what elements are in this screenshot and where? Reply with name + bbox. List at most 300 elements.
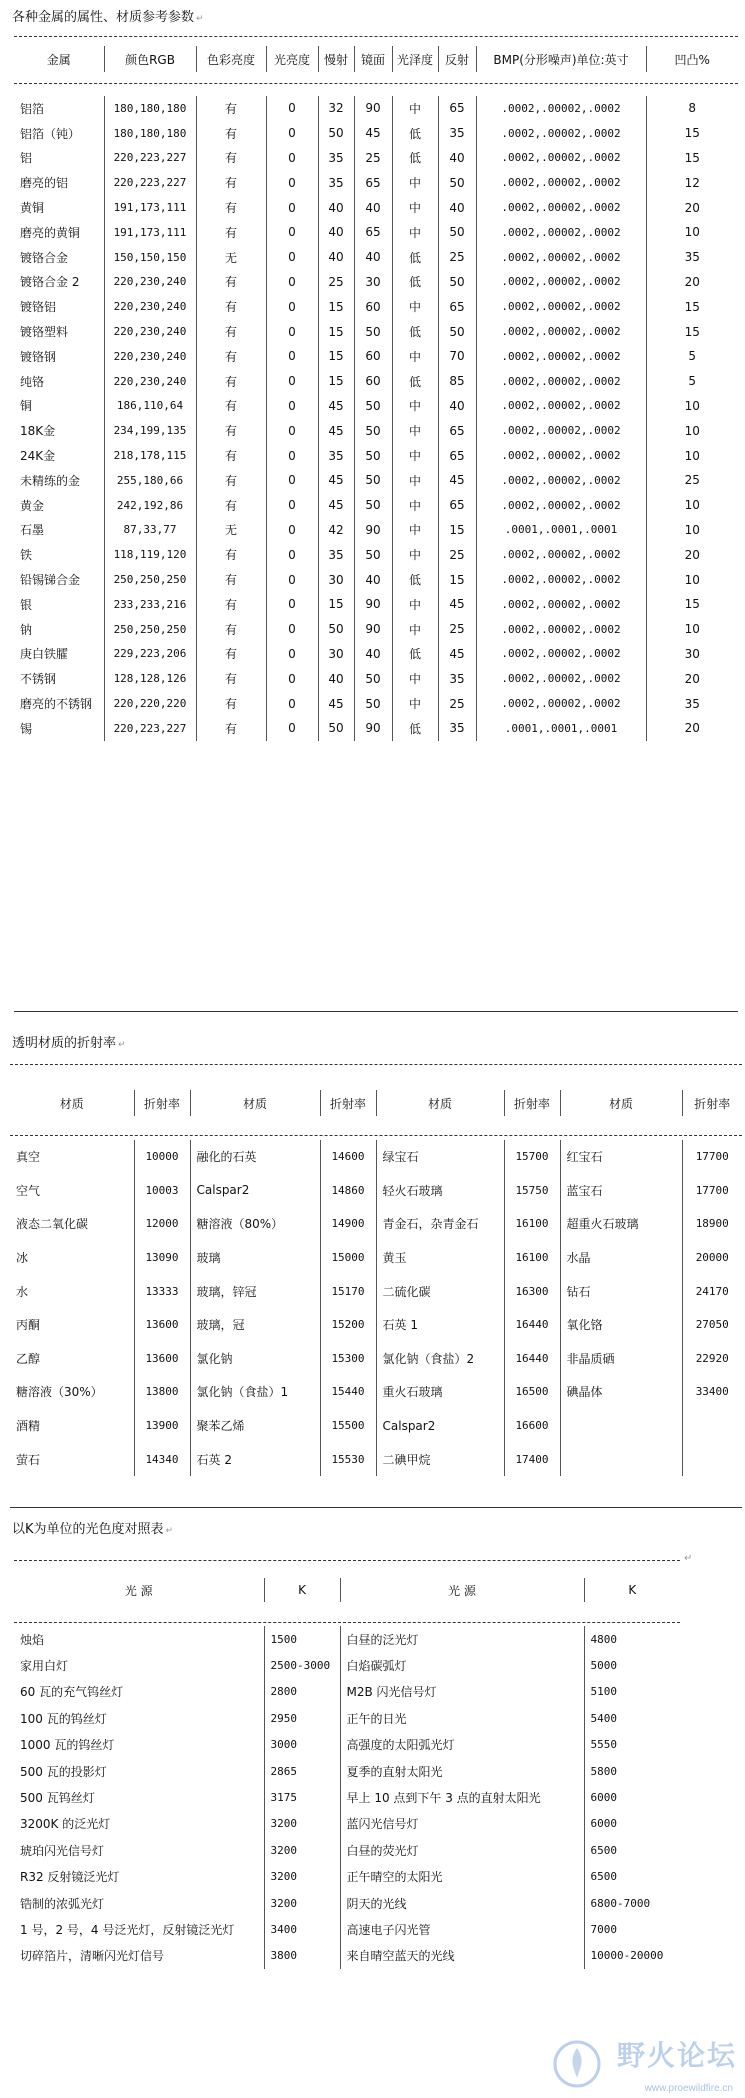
metal-name: 镀铬合金 2 (20, 275, 80, 290)
luminance: 0 (266, 294, 318, 319)
table-row (10, 1207, 742, 1241)
color-brightness: 有 (196, 121, 266, 146)
material-name: 糖溶液（30%） (16, 1385, 103, 1400)
rgb-value: 242,192,86 (104, 493, 196, 518)
table-row (14, 121, 738, 146)
table-row (14, 1864, 680, 1890)
color-brightness: 有 (196, 691, 266, 716)
refractive-index: 15170 (320, 1274, 376, 1308)
metal-name: 黄金 (20, 498, 45, 513)
material-name: Calspar2 (376, 1409, 504, 1443)
refractive-index: 14860 (320, 1174, 376, 1208)
table-row (14, 1837, 680, 1863)
bump-percent: 20 (646, 542, 738, 567)
column-header: 反射 (438, 46, 476, 72)
refractive-index: 17400 (504, 1442, 560, 1476)
table-row (14, 195, 738, 220)
reflection: 50 (438, 319, 476, 344)
table-row (14, 542, 738, 567)
color-brightness: 有 (196, 567, 266, 592)
specular: 50 (354, 443, 392, 468)
bmp-noise: .0002,.00002,.0002 (476, 344, 646, 369)
color-brightness: 有 (196, 294, 266, 319)
luminance: 0 (266, 518, 318, 543)
gloss: 中 (392, 344, 438, 369)
color-brightness: 有 (196, 344, 266, 369)
bump-percent: 5 (646, 344, 738, 369)
table-row (14, 716, 738, 741)
bmp-noise: .0002,.00002,.0002 (476, 666, 646, 691)
gloss: 低 (392, 245, 438, 270)
color-brightness: 有 (196, 592, 266, 617)
refractive-index: 22920 (682, 1342, 742, 1376)
material-name: 超重火石玻璃 (560, 1207, 682, 1241)
rgb-value: 220,230,240 (104, 319, 196, 344)
bmp-noise: .0002,.00002,.0002 (476, 542, 646, 567)
reflection: 65 (438, 294, 476, 319)
kelvin-value: 3200 (264, 1890, 340, 1916)
metal-name: 铁 (20, 548, 33, 563)
refractive-index (682, 1409, 742, 1443)
bump-percent: 15 (646, 121, 738, 146)
color-brightness: 无 (196, 245, 266, 270)
diffuse: 50 (318, 617, 354, 642)
metal-name: 镀铬塑料 (20, 325, 69, 340)
rgb-value: 250,250,250 (104, 567, 196, 592)
gloss: 中 (392, 96, 438, 121)
column-header: 光 源 (124, 1583, 153, 1598)
reflection: 45 (438, 642, 476, 667)
metal-name: 纯铬 (20, 374, 45, 389)
light-source: 1000 瓦的钨丝灯 (20, 1738, 115, 1753)
refraction-top-rule (10, 1064, 742, 1065)
color-brightness: 有 (196, 195, 266, 220)
color-brightness: 有 (196, 96, 266, 121)
material-name: 聚苯乙烯 (190, 1409, 320, 1443)
gloss: 中 (392, 666, 438, 691)
color-temp-top-rule (14, 1560, 680, 1561)
diffuse: 15 (318, 369, 354, 394)
light-source: 蓝闪光信号灯 (340, 1811, 584, 1837)
reflection: 25 (438, 617, 476, 642)
material-name: 糖溶液（80%） (190, 1207, 320, 1241)
table-row (10, 1241, 742, 1275)
material-name: 萤石 (16, 1452, 41, 1467)
diffuse: 50 (318, 716, 354, 741)
specular: 90 (354, 617, 392, 642)
kelvin-value: 5000 (584, 1652, 680, 1678)
reflection: 65 (438, 96, 476, 121)
specular: 50 (354, 691, 392, 716)
light-source: 100 瓦的钨丝灯 (20, 1711, 107, 1726)
material-name: 二碘甲烷 (376, 1442, 504, 1476)
light-source: 白焰碳弧灯 (340, 1652, 584, 1678)
gloss: 中 (392, 418, 438, 443)
refraction-bottom-rule (10, 1507, 742, 1508)
color-brightness: 有 (196, 220, 266, 245)
header-spacer (14, 72, 738, 96)
bump-percent: 35 (646, 245, 738, 270)
material-name: 水晶 (560, 1241, 682, 1275)
table-row (10, 1308, 742, 1342)
gloss: 低 (392, 319, 438, 344)
rgb-value: 150,150,150 (104, 245, 196, 270)
light-source: 琥珀闪光信号灯 (20, 1843, 105, 1858)
bmp-noise: .0001,.0001,.0001 (476, 716, 646, 741)
reflection: 15 (438, 518, 476, 543)
color-brightness: 有 (196, 617, 266, 642)
reflection: 65 (438, 443, 476, 468)
bmp-noise: .0002,.00002,.0002 (476, 369, 646, 394)
light-source: 切碎箔片，清晰闪光灯信号 (20, 1949, 165, 1964)
refractive-index: 16600 (504, 1409, 560, 1443)
table-row (14, 567, 738, 592)
column-header: 色彩亮度 (196, 46, 266, 72)
diffuse: 15 (318, 319, 354, 344)
material-name: 玻璃 (190, 1241, 320, 1275)
specular: 90 (354, 592, 392, 617)
material-name: 红宝石 (560, 1140, 682, 1174)
refractive-index: 13600 (134, 1308, 190, 1342)
bmp-noise: .0002,.00002,.0002 (476, 468, 646, 493)
light-source: M2B 闪光信号灯 (340, 1679, 584, 1705)
bmp-noise: .0002,.00002,.0002 (476, 319, 646, 344)
table-row (14, 294, 738, 319)
luminance: 0 (266, 121, 318, 146)
luminance: 0 (266, 666, 318, 691)
kelvin-value: 3400 (264, 1916, 340, 1942)
metal-name: 锡 (20, 721, 33, 736)
gloss: 中 (392, 443, 438, 468)
diffuse: 40 (318, 195, 354, 220)
material-name: 氯化钠（食盐）1 (190, 1375, 320, 1409)
diffuse: 45 (318, 493, 354, 518)
rgb-value: 229,223,206 (104, 642, 196, 667)
specular: 45 (354, 121, 392, 146)
luminance: 0 (266, 394, 318, 419)
table-row (14, 1811, 680, 1837)
gloss: 中 (392, 394, 438, 419)
forum-watermark (547, 2034, 737, 2094)
material-name: 轻火石玻璃 (376, 1174, 504, 1208)
material-name (560, 1442, 682, 1476)
specular: 40 (354, 567, 392, 592)
kelvin-value: 3200 (264, 1864, 340, 1890)
bump-percent: 10 (646, 418, 738, 443)
refractive-index: 15440 (320, 1375, 376, 1409)
material-name: 冰 (16, 1251, 29, 1266)
metal-name: 磨亮的黄铜 (20, 225, 81, 240)
bmp-noise: .0002,.00002,.0002 (476, 96, 646, 121)
bmp-noise: .0002,.00002,.0002 (476, 270, 646, 295)
metals-bottom-rule (14, 1011, 738, 1012)
luminance: 0 (266, 270, 318, 295)
rgb-value: 220,223,227 (104, 716, 196, 741)
refractive-index: 15000 (320, 1241, 376, 1275)
kelvin-value: 5550 (584, 1732, 680, 1758)
kelvin-value: 3200 (264, 1811, 340, 1837)
luminance: 0 (266, 542, 318, 567)
bump-percent: 25 (646, 468, 738, 493)
metal-name: 银 (20, 597, 33, 612)
column-header: 折射率 (504, 1090, 560, 1116)
material-name: 氯化钠（食盐）2 (376, 1342, 504, 1376)
diffuse: 42 (318, 518, 354, 543)
luminance: 0 (266, 567, 318, 592)
metal-name: 黄铜 (20, 201, 45, 216)
luminance: 0 (266, 716, 318, 741)
material-name: 真空 (16, 1150, 41, 1165)
light-source: 家用白灯 (20, 1659, 69, 1674)
metal-name: 磨亮的铝 (20, 176, 69, 191)
refractive-index (682, 1442, 742, 1476)
metal-name: 石墨 (20, 523, 45, 538)
material-name: 玻璃，锌冠 (190, 1274, 320, 1308)
bump-percent: 15 (646, 592, 738, 617)
table-row (14, 1758, 680, 1784)
kelvin-value: 1500 (264, 1626, 340, 1652)
refractive-index: 12000 (134, 1207, 190, 1241)
reflection: 35 (438, 666, 476, 691)
rgb-value: 220,220,220 (104, 691, 196, 716)
color-temp-header-rule (14, 1622, 680, 1623)
material-name: 融化的石英 (190, 1140, 320, 1174)
rgb-value: 128,128,126 (104, 666, 196, 691)
kelvin-value: 6000 (584, 1811, 680, 1837)
rgb-value: 255,180,66 (104, 468, 196, 493)
reflection: 35 (438, 716, 476, 741)
table-row (10, 1174, 742, 1208)
material-name: 钻石 (560, 1274, 682, 1308)
metal-name: 镀铬铝 (20, 300, 57, 315)
table-row (14, 1890, 680, 1916)
diffuse: 15 (318, 592, 354, 617)
specular: 90 (354, 716, 392, 741)
light-source: 正午的日光 (340, 1705, 584, 1731)
kelvin-value: 6800-7000 (584, 1890, 680, 1916)
kelvin-value: 2865 (264, 1758, 340, 1784)
table-row (14, 592, 738, 617)
column-header: 材质 (190, 1090, 320, 1116)
refractive-index: 27050 (682, 1308, 742, 1342)
kelvin-value: 2950 (264, 1705, 340, 1731)
gloss: 中 (392, 518, 438, 543)
table-row (14, 418, 738, 443)
light-source: 1 号，2 号，4 号泛光灯，反射镜泛光灯 (20, 1922, 235, 1937)
color-brightness: 有 (196, 146, 266, 171)
light-source: 高速电子闪光管 (340, 1916, 584, 1942)
metals-header-rule (14, 83, 738, 84)
material-name: 氧化铬 (560, 1308, 682, 1342)
reflection: 15 (438, 567, 476, 592)
refractive-index: 16440 (504, 1308, 560, 1342)
luminance: 0 (266, 418, 318, 443)
bump-percent: 12 (646, 170, 738, 195)
metal-name: 庚白铁臛 (20, 647, 69, 662)
column-header: 镜面 (354, 46, 392, 72)
kelvin-value: 3200 (264, 1837, 340, 1863)
rgb-value: 234,199,135 (104, 418, 196, 443)
rgb-value: 186,110,64 (104, 394, 196, 419)
material-name: 酒精 (16, 1419, 41, 1434)
color-temp-table (14, 1578, 680, 1969)
reflection: 25 (438, 542, 476, 567)
column-header: 金属 (46, 52, 71, 67)
diffuse: 50 (318, 121, 354, 146)
material-name: 石英 2 (190, 1442, 320, 1476)
rgb-value: 220,230,240 (104, 294, 196, 319)
color-temp-title: 以K为单位的光色度对照表 ↵ (12, 1522, 174, 1537)
metal-name: 铝箔（钝） (20, 126, 81, 141)
bump-percent: 20 (646, 195, 738, 220)
gloss: 低 (392, 270, 438, 295)
gloss: 中 (392, 617, 438, 642)
specular: 50 (354, 666, 392, 691)
luminance: 0 (266, 443, 318, 468)
metals-top-rule (14, 36, 738, 37)
gloss: 中 (392, 493, 438, 518)
bump-percent: 20 (646, 666, 738, 691)
luminance: 0 (266, 592, 318, 617)
kelvin-value: 6000 (584, 1784, 680, 1810)
bmp-noise: .0002,.00002,.0002 (476, 418, 646, 443)
column-header: BMP(分形噪声)单位:英寸 (476, 46, 646, 72)
specular: 50 (354, 542, 392, 567)
diffuse: 45 (318, 691, 354, 716)
luminance: 0 (266, 617, 318, 642)
column-header: 折射率 (682, 1090, 742, 1116)
refractive-index: 13090 (134, 1241, 190, 1275)
gloss: 低 (392, 369, 438, 394)
bmp-noise: .0002,.00002,.0002 (476, 567, 646, 592)
table-row (14, 270, 738, 295)
rgb-value: 87,33,77 (104, 518, 196, 543)
specular: 50 (354, 319, 392, 344)
luminance: 0 (266, 170, 318, 195)
rgb-value: 191,173,111 (104, 220, 196, 245)
material-name: 青金石，杂青金石 (376, 1207, 504, 1241)
bump-percent: 10 (646, 443, 738, 468)
refractive-index: 16100 (504, 1241, 560, 1275)
specular: 50 (354, 394, 392, 419)
material-name: 空气 (16, 1183, 41, 1198)
table-row (14, 96, 738, 121)
material-name: 二硫化碳 (376, 1274, 504, 1308)
table-row (14, 642, 738, 667)
kelvin-value: 3175 (264, 1784, 340, 1810)
table-row (10, 1274, 742, 1308)
reflection: 70 (438, 344, 476, 369)
rgb-value: 180,180,180 (104, 96, 196, 121)
color-brightness: 无 (196, 518, 266, 543)
table-row (14, 1916, 680, 1942)
rgb-value: 220,223,227 (104, 170, 196, 195)
color-brightness: 有 (196, 443, 266, 468)
metal-name: 18K金 (20, 424, 56, 439)
kelvin-value: 2500-3000 (264, 1652, 340, 1678)
bmp-noise: .0002,.00002,.0002 (476, 294, 646, 319)
luminance: 0 (266, 642, 318, 667)
specular: 50 (354, 493, 392, 518)
material-name: 石英 1 (376, 1308, 504, 1342)
bump-percent: 20 (646, 270, 738, 295)
table-row (14, 344, 738, 369)
gloss: 中 (392, 170, 438, 195)
bmp-noise: .0002,.00002,.0002 (476, 146, 646, 171)
light-source: 烛焰 (20, 1632, 45, 1647)
refractive-index: 14340 (134, 1442, 190, 1476)
material-name: 液态二氧化碳 (16, 1217, 89, 1232)
reflection: 25 (438, 691, 476, 716)
kelvin-value: 5800 (584, 1758, 680, 1784)
gloss: 低 (392, 642, 438, 667)
material-name: 丙酮 (16, 1318, 41, 1333)
light-source: 60 瓦的充气钨丝灯 (20, 1685, 124, 1700)
refractive-index: 17700 (682, 1140, 742, 1174)
bump-percent: 35 (646, 691, 738, 716)
diffuse: 40 (318, 220, 354, 245)
reflection: 50 (438, 220, 476, 245)
reflection: 65 (438, 493, 476, 518)
kelvin-value: 6500 (584, 1864, 680, 1890)
table-row (14, 220, 738, 245)
material-name: 玻璃，冠 (190, 1308, 320, 1342)
column-header: K (584, 1578, 680, 1602)
reflection: 45 (438, 592, 476, 617)
table-row (10, 1442, 742, 1476)
refractive-index: 14900 (320, 1207, 376, 1241)
rgb-value: 233,233,216 (104, 592, 196, 617)
reflection: 25 (438, 245, 476, 270)
table-row (14, 1626, 680, 1652)
column-header: 折射率 (134, 1090, 190, 1116)
refractive-index: 15200 (320, 1308, 376, 1342)
bump-percent: 10 (646, 220, 738, 245)
luminance: 0 (266, 369, 318, 394)
refractive-index: 13333 (134, 1274, 190, 1308)
table-row (14, 691, 738, 716)
gloss: 中 (392, 220, 438, 245)
luminance: 0 (266, 468, 318, 493)
watermark-logo-text: 野火论坛 (616, 2039, 737, 2072)
column-header: 折射率 (320, 1090, 376, 1116)
bmp-noise: .0002,.00002,.0002 (476, 443, 646, 468)
rgb-value: 250,250,250 (104, 617, 196, 642)
metal-name: 钠 (20, 622, 33, 637)
specular: 25 (354, 146, 392, 171)
color-brightness: 有 (196, 394, 266, 419)
column-header: 光亮度 (266, 46, 318, 72)
rgb-value: 220,230,240 (104, 270, 196, 295)
specular: 40 (354, 195, 392, 220)
gloss: 中 (392, 195, 438, 220)
table-row (14, 468, 738, 493)
column-header: 材质 (376, 1090, 504, 1116)
specular: 90 (354, 518, 392, 543)
color-brightness: 有 (196, 468, 266, 493)
refractive-index: 16500 (504, 1375, 560, 1409)
table-row (14, 666, 738, 691)
refractive-index: 18900 (682, 1207, 742, 1241)
rgb-value: 218,178,115 (104, 443, 196, 468)
bmp-noise: .0002,.00002,.0002 (476, 170, 646, 195)
bump-percent: 15 (646, 146, 738, 171)
rgb-value: 220,223,227 (104, 146, 196, 171)
color-temp-header-row (14, 1578, 680, 1602)
metal-name: 铝箔 (20, 101, 45, 116)
table-row (10, 1375, 742, 1409)
specular: 40 (354, 245, 392, 270)
